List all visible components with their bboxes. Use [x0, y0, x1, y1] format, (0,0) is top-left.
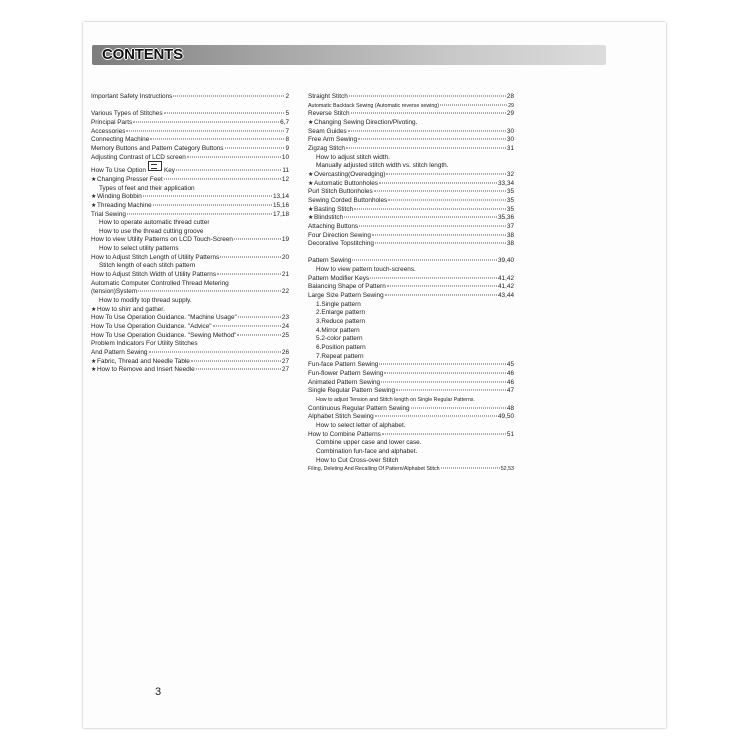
toc-entry-label: How to Adjust Stitch Length of Utility Patterns [91, 253, 220, 261]
toc-entry-label: How To Use Option [91, 167, 146, 175]
toc-entry [308, 232, 514, 241]
toc-entry-label: Combination fun-face and alphabet. [316, 447, 418, 455]
dot-leader [379, 182, 497, 183]
toc-entry [308, 128, 514, 137]
toc-entry [91, 93, 289, 102]
toc-entry [91, 358, 289, 367]
toc-entry-label: Pattern Modifier Keys [308, 274, 370, 282]
toc-entry [308, 379, 514, 388]
dot-leader [440, 104, 507, 105]
toc-entry-page: 25 [281, 331, 289, 339]
toc-entry [308, 396, 514, 405]
toc-entry [308, 283, 514, 292]
dot-leader [237, 334, 280, 335]
toc-entry-label: How to select utility patterns [99, 245, 179, 253]
toc-entry-label: Single Regular Pattern Sewing [308, 387, 396, 395]
toc-entry-label: Various Types of Stitches [91, 110, 163, 118]
toc-entry-page: 21 [281, 271, 289, 279]
toc-entry-page: 17,18 [273, 210, 289, 218]
toc-entry [91, 340, 289, 349]
star-icon: ★ [91, 202, 97, 209]
toc-entry-page: 46 [506, 378, 514, 386]
toc-entry-label: Four Direction Sewing [308, 231, 371, 239]
dot-leader [346, 147, 506, 148]
toc-entry-page: 5 [285, 110, 289, 118]
toc-entry [91, 332, 289, 341]
toc-entry [91, 262, 289, 271]
toc-entry-label: Problem Indicators For Utility Stitches [91, 340, 198, 348]
toc-entry-page: 12 [281, 175, 289, 183]
toc-entry-page: 41,42 [498, 283, 514, 291]
toc-entry [308, 344, 514, 353]
toc-entry-label: Types of feet and their application [99, 184, 195, 192]
toc-entry-label: How To Use Operation Guidance. "Machine Usage" [91, 314, 237, 322]
toc-entry [91, 314, 289, 323]
star-icon: ★ [308, 215, 314, 222]
dot-leader [164, 113, 285, 114]
toc-entry [91, 128, 289, 137]
toc-entry-label: Continuous Regular Pattern Sewing [308, 404, 410, 412]
dot-leader [358, 139, 506, 140]
dot-leader [143, 196, 272, 197]
toc-entry [91, 185, 289, 194]
toc-entry-label: Principal Parts [91, 118, 133, 126]
toc-entry [91, 211, 289, 220]
dot-leader [386, 173, 505, 174]
toc-entry [308, 206, 514, 215]
toc-entry [91, 366, 289, 375]
toc-left-column [91, 93, 289, 375]
dot-leader [388, 199, 506, 200]
toc-entry-label: 7.Repeat pattern [316, 352, 364, 360]
toc-entry [91, 154, 289, 163]
toc-entry [308, 154, 514, 163]
toc-entry-page: 33,34 [498, 179, 514, 187]
dot-leader [225, 147, 285, 148]
toc-entry-label: Stitch length of each stitch pattern [99, 262, 196, 270]
toc-entry-label: Combine upper case and lower case. [316, 439, 422, 447]
dot-leader [387, 286, 497, 287]
toc-right-column [308, 93, 514, 474]
toc-entry-page: 49,50 [498, 413, 514, 421]
dot-leader [352, 260, 497, 261]
contents-banner [92, 45, 606, 65]
toc-entry [308, 110, 514, 119]
toc-entry-page: 32 [506, 170, 514, 178]
toc-entry-label: Threading Machine [97, 201, 152, 209]
toc-entry-page: 41,42 [498, 274, 514, 282]
toc-entry-label: 5.2-color pattern [316, 335, 363, 343]
toc-entry-label: Free Arm Sewing [308, 136, 358, 144]
toc-entry [308, 448, 514, 457]
toc-entry-label: Purl Stitch Buttonholes [308, 188, 373, 196]
toc-entry [308, 223, 514, 232]
toc-entry-label: How to Combine Patterns [308, 430, 381, 438]
toc-entry-label: Basting Stitch [314, 205, 354, 213]
toc-entry-label: Filing, Deleting And Recalling Of Pattern/Alphabet Stitch [308, 466, 440, 473]
toc-entry-label: How to modify top thread supply. [99, 297, 192, 305]
toc-entry-label: Large Size Pattern Sewing [308, 292, 384, 300]
star-icon: ★ [91, 367, 97, 374]
dot-leader [359, 225, 506, 226]
toc-entry-label: 2.Enlarge pattern [316, 309, 366, 317]
toc-entry-page: 7 [285, 127, 289, 135]
toc-entry [308, 387, 514, 396]
toc-entry-label: How to Cut Cross-over Stitch [316, 456, 399, 464]
toc-entry-page: 9 [285, 144, 289, 152]
toc-entry-label: Pattern Sewing [308, 257, 352, 265]
toc-entry-page: 26 [281, 349, 289, 357]
toc-entry-label: Fun-flower Pattern Sewing [308, 369, 384, 377]
toc-entry-page: 43,44 [498, 292, 514, 300]
toc-entry-label: Manually adjusted stitch width vs. stitch length. [316, 162, 449, 170]
toc-entry-label: How to view pattern touch-screens. [316, 266, 416, 274]
dot-leader [396, 390, 506, 391]
page-title: CONTENTS [102, 46, 183, 63]
toc-entry-label: Sewing Corded Buttonholes [308, 196, 388, 204]
toc-entry [308, 413, 514, 422]
toc-entry [308, 162, 514, 171]
dot-leader [149, 352, 281, 353]
toc-entry [308, 431, 514, 440]
dot-leader [164, 178, 281, 179]
toc-entry-page: 29 [506, 110, 514, 118]
toc-entry [308, 405, 514, 414]
star-icon: ★ [308, 171, 314, 178]
toc-entry-label: Straight Stitch [308, 93, 348, 100]
option-key-icon [148, 161, 162, 171]
toc-entry-page: 23 [281, 314, 289, 322]
toc-entry-page: 38 [506, 231, 514, 239]
toc-entry-label: Zigzag Stitch [308, 144, 345, 152]
toc-entry-label: How To Use Operation Guidance. "Advice" [91, 323, 212, 331]
dot-leader [374, 191, 506, 192]
dot-leader [354, 208, 506, 209]
toc-entry [308, 93, 514, 102]
toc-entry [308, 240, 514, 249]
toc-entry [308, 275, 514, 284]
page-number: 3 [155, 686, 162, 698]
toc-entry-page: 35 [506, 188, 514, 196]
dot-leader [381, 381, 506, 382]
toc-entry [91, 145, 289, 154]
toc-entry-label: Changing Presser Feet [97, 175, 163, 183]
toc-entry-page: 20 [281, 253, 289, 261]
toc-entry-label: How To Use Operation Guidance. "Sewing Method" [91, 331, 237, 339]
toc-entry-label: Animated Pattern Sewing [308, 378, 381, 386]
toc-entry-label: Memory Buttons and Pattern Category Buttons [91, 144, 224, 152]
toc-entry [91, 110, 289, 119]
toc-entry [91, 162, 289, 176]
toc-entry [91, 176, 289, 185]
toc-entry [91, 136, 289, 145]
toc-entry-page: 47 [506, 387, 514, 395]
dot-leader [375, 416, 497, 417]
toc-entry-page: 30 [506, 127, 514, 135]
toc-entry-page: 29 [508, 102, 514, 109]
toc-entry [91, 236, 289, 245]
toc-entry-page: 37 [506, 222, 514, 230]
dot-leader [382, 433, 506, 434]
toc-entry [91, 219, 289, 228]
toc-entry-page: 27 [281, 366, 289, 374]
dot-leader [385, 295, 497, 296]
toc-entry-page: 2 [285, 93, 289, 100]
toc-entry-page: 19 [281, 236, 289, 244]
toc-entry-label: 1.Single pattern [316, 300, 361, 308]
toc-entry-page: 8 [285, 136, 289, 144]
toc-entry-page: 48 [506, 404, 514, 412]
toc-entry-label: How to Adjust Stitch Width of Utility Patterns [91, 271, 217, 279]
toc-entry-page: 27 [281, 357, 289, 365]
toc-entry-label: And Pattern Sewing [91, 349, 148, 357]
toc-entry [308, 119, 514, 128]
star-icon: ★ [91, 194, 97, 201]
toc-entry [308, 292, 514, 301]
dot-leader [370, 277, 497, 278]
toc-entry-label: How to adjust stitch width. [316, 153, 390, 161]
toc-entry-label: Balancing Shape of Pattern [308, 283, 386, 291]
toc-entry-label: 3.Reduce pattern [316, 318, 366, 326]
toc-entry-label: Accessories [91, 127, 126, 135]
toc-entry-label: How to Remove and Insert Needle [97, 366, 195, 374]
toc-entry-label: Automatic Computer Controlled Thread Metering [91, 279, 229, 287]
toc-entry-label: Trial Sewing [91, 210, 126, 218]
toc-entry [308, 136, 514, 145]
toc-entry-label: Winding Bobbin [97, 193, 142, 201]
dot-leader [372, 234, 506, 235]
dot-leader [191, 360, 281, 361]
toc-entry-page: 35 [506, 205, 514, 213]
toc-entry-page: 35 [506, 196, 514, 204]
toc-entry-label: Changing Sewing Direction/Pivoting. [314, 118, 418, 126]
dot-leader [441, 468, 500, 469]
toc-entry-label: How to select letter of alphabet. [316, 421, 406, 429]
toc-entry-label: How to view Utility Patterns on LCD Touch-Screen [91, 236, 233, 244]
toc-entry-page: 51 [506, 430, 514, 438]
dot-leader [126, 130, 284, 131]
toc-entry [91, 306, 289, 315]
star-icon: ★ [308, 206, 314, 213]
toc-entry [308, 327, 514, 336]
toc-entry-page: 52,53 [500, 466, 514, 473]
toc-entry [308, 257, 514, 266]
toc-entry [308, 361, 514, 370]
toc-entry [308, 439, 514, 448]
dot-leader [127, 213, 272, 214]
toc-entry [91, 193, 289, 202]
dot-leader [196, 369, 281, 370]
toc-entry-page: 6,7 [280, 118, 289, 126]
dot-leader [384, 372, 506, 373]
dot-leader [220, 256, 281, 257]
dot-leader [217, 274, 281, 275]
dot-leader [176, 170, 281, 171]
toc-entry [308, 353, 514, 362]
toc-entry [308, 266, 514, 275]
toc-entry [91, 349, 289, 358]
toc-entry-page: 13,14 [273, 193, 289, 201]
dot-leader [133, 121, 279, 122]
dot-leader [187, 156, 281, 157]
toc-entry [91, 202, 289, 211]
toc-entry [308, 422, 514, 431]
toc-entry [308, 171, 514, 180]
toc-entry-label: Reverse Stitch [308, 110, 350, 118]
toc-entry [91, 119, 289, 128]
toc-entry-label: Overcasting(Overedging) [314, 170, 386, 178]
toc-entry-label: Alphabet Stitch Sewing [308, 413, 374, 421]
toc-entry-page: 35,36 [498, 214, 514, 222]
star-icon: ★ [91, 358, 97, 365]
dot-leader [138, 291, 281, 292]
dot-leader [375, 243, 506, 244]
toc-entry-label: How to adjust Tension and Stitch length on Single Regular Patterns. [316, 396, 475, 403]
toc-entry [91, 245, 289, 254]
toc-entry-label: Important Safety Instructions [91, 93, 173, 100]
toc-entry-page: 22 [281, 288, 289, 296]
toc-entry-label: Automatic Buttonholes [314, 179, 378, 187]
toc-entry [91, 297, 289, 306]
toc-entry [308, 335, 514, 344]
toc-entry-label: How to use the thread cutting groove [99, 227, 204, 235]
toc-entry-label: 4.Mirror pattern [316, 326, 360, 334]
toc-entry [308, 102, 514, 111]
toc-entry [308, 457, 514, 466]
star-icon: ★ [308, 180, 314, 187]
toc-entry [91, 288, 289, 297]
toc-entry-page: 24 [281, 323, 289, 331]
toc-entry-page: 10 [281, 153, 289, 161]
dot-leader [238, 317, 281, 318]
toc-entry [91, 271, 289, 280]
toc-entry [308, 145, 514, 154]
dot-leader [349, 96, 506, 97]
toc-entry-page: 15,16 [273, 201, 289, 209]
toc-entry-label: Fabric, Thread and Needle Table [97, 357, 190, 365]
toc-entry [308, 465, 514, 474]
dot-leader [344, 217, 497, 218]
toc-entry [308, 301, 514, 310]
toc-entry [91, 280, 289, 289]
star-icon: ★ [91, 176, 97, 183]
dot-leader [234, 239, 281, 240]
toc-entry-page: 11 [282, 167, 289, 175]
dot-leader [348, 130, 506, 131]
toc-entry-page: 46 [506, 369, 514, 377]
toc-entry [91, 228, 289, 237]
toc-entry-label: Fun-face Pattern Sewing [308, 361, 379, 369]
toc-entry-page: 30 [506, 136, 514, 144]
dot-leader [379, 364, 506, 365]
toc-entry-page: 45 [506, 361, 514, 369]
toc-entry-label: How to operate automatic thread cutter [99, 219, 210, 227]
toc-entry-label: 6.Position pattern [316, 344, 366, 352]
toc-entry-label-suffix: Key [163, 167, 175, 175]
dot-leader [411, 407, 506, 408]
toc-entry [308, 309, 514, 318]
dot-leader [213, 326, 281, 327]
dot-leader [351, 113, 506, 114]
toc-entry [308, 180, 514, 189]
dot-leader [150, 139, 284, 140]
toc-entry-label: Connecting Machine [91, 136, 150, 144]
toc-entry-label: Blindstitch [314, 214, 344, 222]
toc-entry [308, 370, 514, 379]
star-icon: ★ [91, 306, 97, 313]
toc-entry-page: 39,40 [498, 257, 514, 265]
toc-entry-label: Decorative Topstitching [308, 240, 374, 248]
toc-entry-page: 38 [506, 240, 514, 248]
toc-entry-label: Seam Guides [308, 127, 347, 135]
toc-entry [91, 323, 289, 332]
toc-entry-label: How to shirr and gather. [97, 305, 165, 313]
toc-entry [308, 188, 514, 197]
toc-entry-label: Adjusting Contrast of LCD screen [91, 153, 186, 161]
toc-entry [308, 318, 514, 327]
dot-leader [153, 204, 272, 205]
dot-leader [173, 96, 284, 97]
star-icon: ★ [308, 119, 314, 126]
toc-entry-label: Automatic Backtack Sewing (Automatic reverse sewing) [308, 102, 440, 109]
toc-entry-page: 31 [506, 144, 514, 152]
toc-entry-label: Attaching Buttons [308, 222, 359, 230]
toc-entry [308, 197, 514, 206]
toc-entry [308, 214, 514, 223]
toc-entry-label: (tension)System [91, 288, 138, 296]
toc-entry [91, 254, 289, 263]
toc-entry-page: 28 [506, 93, 514, 100]
